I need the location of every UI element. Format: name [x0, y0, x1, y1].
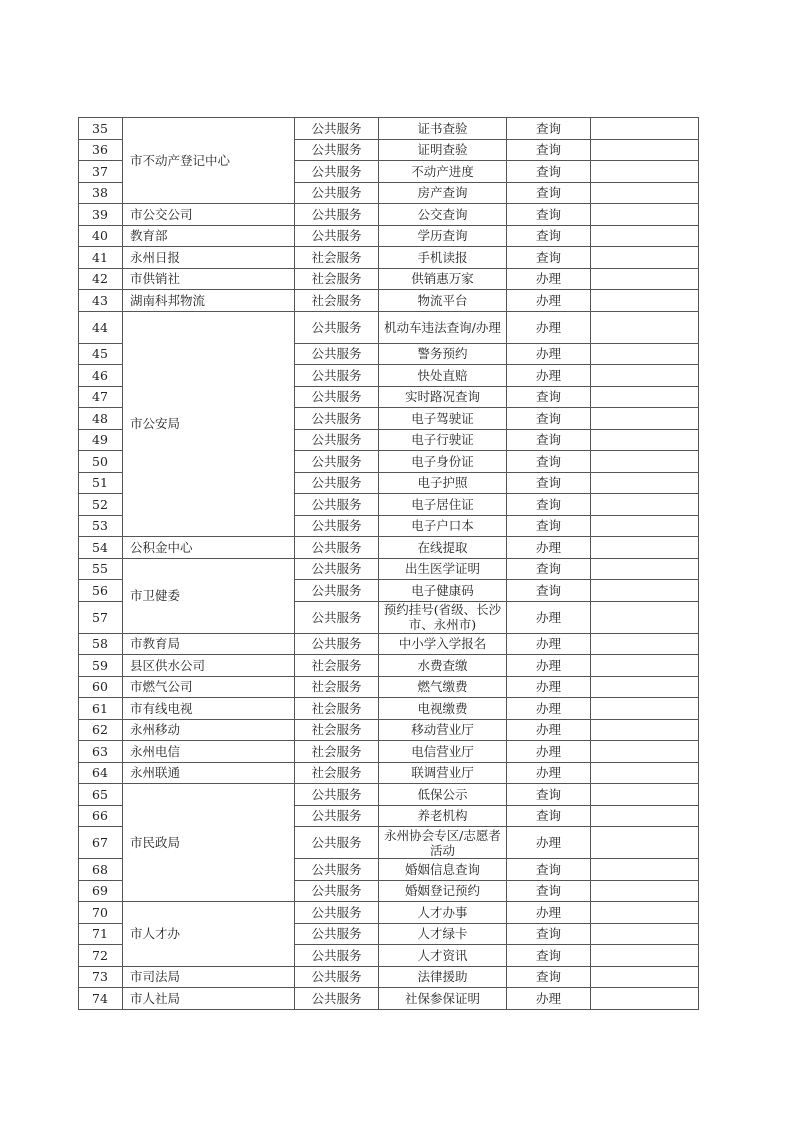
row-number-cell: 40 — [79, 225, 123, 247]
service-type-cell: 公共服务 — [295, 451, 379, 473]
service-mode-cell: 查询 — [507, 880, 591, 902]
department-cell: 永州电信 — [123, 741, 295, 763]
remark-cell — [591, 805, 699, 827]
table-row — [79, 784, 699, 806]
service-type-cell: 社会服务 — [295, 655, 379, 677]
service-type-cell: 公共服务 — [295, 118, 379, 140]
service-item-cell: 社保参保证明 — [379, 988, 507, 1010]
row-number-cell: 47 — [79, 386, 123, 408]
service-item-cell: 电子居住证 — [379, 494, 507, 516]
department-cell: 市燃气公司 — [123, 676, 295, 698]
service-type-cell: 公共服务 — [295, 580, 379, 602]
row-number-cell: 48 — [79, 408, 123, 430]
table-row — [79, 902, 699, 924]
row-number-cell: 59 — [79, 655, 123, 677]
service-mode-cell: 查询 — [507, 784, 591, 806]
remark-cell — [591, 182, 699, 204]
row-number-cell: 74 — [79, 988, 123, 1010]
service-type-cell: 公共服务 — [295, 827, 379, 859]
service-type-cell: 公共服务 — [295, 472, 379, 494]
service-item-cell: 快处直赔 — [379, 365, 507, 387]
table-row — [79, 676, 699, 698]
service-mode-cell: 查询 — [507, 515, 591, 537]
service-type-cell: 社会服务 — [295, 762, 379, 784]
table-row — [79, 118, 699, 140]
row-number-cell: 38 — [79, 182, 123, 204]
remark-cell — [591, 343, 699, 365]
department-cell: 市教育局 — [123, 633, 295, 655]
row-number-cell: 72 — [79, 945, 123, 967]
remark-cell — [591, 827, 699, 859]
remark-cell — [591, 429, 699, 451]
service-type-cell: 公共服务 — [295, 429, 379, 451]
service-type-cell: 社会服务 — [295, 741, 379, 763]
service-type-cell: 公共服务 — [295, 805, 379, 827]
row-number-cell: 73 — [79, 966, 123, 988]
table-row — [79, 225, 699, 247]
row-number-cell: 66 — [79, 805, 123, 827]
service-type-cell: 公共服务 — [295, 601, 379, 633]
remark-cell — [591, 247, 699, 269]
remark-cell — [591, 472, 699, 494]
table-row — [79, 268, 699, 290]
service-mode-cell: 查询 — [507, 805, 591, 827]
service-mode-cell: 办理 — [507, 365, 591, 387]
remark-cell — [591, 923, 699, 945]
row-number-cell: 65 — [79, 784, 123, 806]
remark-cell — [591, 601, 699, 633]
service-item-cell: 公交查询 — [379, 204, 507, 226]
service-mode-cell: 办理 — [507, 311, 591, 343]
row-number-cell: 41 — [79, 247, 123, 269]
service-item-cell: 电子身份证 — [379, 451, 507, 473]
service-item-cell: 婚姻信息查询 — [379, 859, 507, 881]
remark-cell — [591, 945, 699, 967]
remark-cell — [591, 365, 699, 387]
service-mode-cell: 办理 — [507, 827, 591, 859]
table-row — [79, 537, 699, 559]
service-mode-cell: 办理 — [507, 762, 591, 784]
service-item-cell: 电子护照 — [379, 472, 507, 494]
remark-cell — [591, 139, 699, 161]
table-row — [79, 741, 699, 763]
row-number-cell: 55 — [79, 558, 123, 580]
service-item-cell: 证明查验 — [379, 139, 507, 161]
department-cell: 公积金中心 — [123, 537, 295, 559]
remark-cell — [591, 902, 699, 924]
row-number-cell: 62 — [79, 719, 123, 741]
remark-cell — [591, 633, 699, 655]
row-number-cell: 57 — [79, 601, 123, 633]
service-type-cell: 社会服务 — [295, 247, 379, 269]
service-mode-cell: 查询 — [507, 966, 591, 988]
service-item-cell: 不动产进度 — [379, 161, 507, 183]
row-number-cell: 60 — [79, 676, 123, 698]
department-cell: 市供销社 — [123, 268, 295, 290]
service-mode-cell: 查询 — [507, 859, 591, 881]
service-mode-cell: 办理 — [507, 719, 591, 741]
service-mode-cell: 办理 — [507, 601, 591, 633]
service-item-cell: 电子健康码 — [379, 580, 507, 602]
service-type-cell: 公共服务 — [295, 311, 379, 343]
service-type-cell: 公共服务 — [295, 880, 379, 902]
table-row — [79, 311, 699, 343]
department-cell: 市人社局 — [123, 988, 295, 1010]
service-mode-cell: 办理 — [507, 698, 591, 720]
service-item-cell: 联调营业厅 — [379, 762, 507, 784]
department-cell: 永州移动 — [123, 719, 295, 741]
row-number-cell: 54 — [79, 537, 123, 559]
row-number-cell: 46 — [79, 365, 123, 387]
service-item-cell: 手机读报 — [379, 247, 507, 269]
row-number-cell: 37 — [79, 161, 123, 183]
service-item-cell: 证书查验 — [379, 118, 507, 140]
service-type-cell: 公共服务 — [295, 923, 379, 945]
department-cell: 教育部 — [123, 225, 295, 247]
service-item-cell: 房产查询 — [379, 182, 507, 204]
service-item-cell: 实时路况查询 — [379, 386, 507, 408]
service-mode-cell: 办理 — [507, 741, 591, 763]
row-number-cell: 64 — [79, 762, 123, 784]
row-number-cell: 42 — [79, 268, 123, 290]
row-number-cell: 53 — [79, 515, 123, 537]
department-cell: 县区供水公司 — [123, 655, 295, 677]
service-mode-cell: 查询 — [507, 945, 591, 967]
service-item-cell: 机动车违法查询/办理 — [379, 311, 507, 343]
service-type-cell: 公共服务 — [295, 225, 379, 247]
remark-cell — [591, 988, 699, 1010]
department-cell: 市司法局 — [123, 966, 295, 988]
service-type-cell: 公共服务 — [295, 408, 379, 430]
row-number-cell: 44 — [79, 311, 123, 343]
remark-cell — [591, 311, 699, 343]
service-mode-cell: 查询 — [507, 558, 591, 580]
table-row — [79, 988, 699, 1010]
service-mode-cell: 办理 — [507, 343, 591, 365]
service-table-body — [79, 118, 699, 1010]
service-item-cell: 人才绿卡 — [379, 923, 507, 945]
service-item-cell: 燃气缴费 — [379, 676, 507, 698]
service-item-cell: 物流平台 — [379, 290, 507, 312]
remark-cell — [591, 580, 699, 602]
remark-cell — [591, 204, 699, 226]
row-number-cell: 68 — [79, 859, 123, 881]
service-item-cell: 低保公示 — [379, 784, 507, 806]
service-item-cell: 人才资讯 — [379, 945, 507, 967]
department-cell: 市民政局 — [123, 784, 295, 902]
department-cell: 市人才办 — [123, 902, 295, 967]
service-mode-cell: 查询 — [507, 204, 591, 226]
service-mode-cell: 办理 — [507, 988, 591, 1010]
service-type-cell: 公共服务 — [295, 966, 379, 988]
service-item-cell: 永州协会专区/志愿者活动 — [379, 827, 507, 859]
table-row — [79, 290, 699, 312]
service-type-cell: 社会服务 — [295, 698, 379, 720]
row-number-cell: 58 — [79, 633, 123, 655]
service-item-cell: 电信营业厅 — [379, 741, 507, 763]
service-type-cell: 公共服务 — [295, 204, 379, 226]
remark-cell — [591, 268, 699, 290]
row-number-cell: 61 — [79, 698, 123, 720]
remark-cell — [591, 408, 699, 430]
service-type-cell: 公共服务 — [295, 386, 379, 408]
remark-cell — [591, 515, 699, 537]
service-mode-cell: 查询 — [507, 118, 591, 140]
service-mode-cell: 查询 — [507, 247, 591, 269]
department-cell: 市公安局 — [123, 311, 295, 537]
service-type-cell: 公共服务 — [295, 537, 379, 559]
row-number-cell: 67 — [79, 827, 123, 859]
service-type-cell: 公共服务 — [295, 558, 379, 580]
service-type-cell: 公共服务 — [295, 945, 379, 967]
service-mode-cell: 办理 — [507, 537, 591, 559]
row-number-cell: 51 — [79, 472, 123, 494]
service-mode-cell: 办理 — [507, 655, 591, 677]
remark-cell — [591, 537, 699, 559]
remark-cell — [591, 161, 699, 183]
row-number-cell: 35 — [79, 118, 123, 140]
row-number-cell: 39 — [79, 204, 123, 226]
row-number-cell: 69 — [79, 880, 123, 902]
service-mode-cell: 办理 — [507, 902, 591, 924]
row-number-cell: 56 — [79, 580, 123, 602]
remark-cell — [591, 494, 699, 516]
remark-cell — [591, 451, 699, 473]
row-number-cell: 36 — [79, 139, 123, 161]
service-type-cell: 公共服务 — [295, 343, 379, 365]
service-type-cell: 社会服务 — [295, 290, 379, 312]
service-type-cell: 公共服务 — [295, 365, 379, 387]
service-mode-cell: 查询 — [507, 923, 591, 945]
service-mode-cell: 查询 — [507, 580, 591, 602]
row-number-cell: 43 — [79, 290, 123, 312]
row-number-cell: 52 — [79, 494, 123, 516]
service-item-cell: 电子驾驶证 — [379, 408, 507, 430]
department-cell: 市有线电视 — [123, 698, 295, 720]
service-item-cell: 电视缴费 — [379, 698, 507, 720]
remark-cell — [591, 118, 699, 140]
remark-cell — [591, 966, 699, 988]
service-type-cell: 社会服务 — [295, 719, 379, 741]
service-item-cell: 出生医学证明 — [379, 558, 507, 580]
service-mode-cell: 查询 — [507, 182, 591, 204]
remark-cell — [591, 558, 699, 580]
remark-cell — [591, 859, 699, 881]
service-type-cell: 公共服务 — [295, 161, 379, 183]
remark-cell — [591, 698, 699, 720]
service-item-cell: 水费查缴 — [379, 655, 507, 677]
department-cell: 市不动产登记中心 — [123, 118, 295, 204]
department-cell: 湖南科邦物流 — [123, 290, 295, 312]
service-type-cell: 公共服务 — [295, 515, 379, 537]
table-row — [79, 204, 699, 226]
department-cell: 永州日报 — [123, 247, 295, 269]
service-type-cell: 公共服务 — [295, 859, 379, 881]
row-number-cell: 71 — [79, 923, 123, 945]
table-row — [79, 966, 699, 988]
remark-cell — [591, 386, 699, 408]
remark-cell — [591, 880, 699, 902]
service-type-cell: 公共服务 — [295, 988, 379, 1010]
service-item-cell: 学历查询 — [379, 225, 507, 247]
service-mode-cell: 查询 — [507, 225, 591, 247]
table-row — [79, 558, 699, 580]
remark-cell — [591, 719, 699, 741]
department-cell: 市卫健委 — [123, 558, 295, 633]
remark-cell — [591, 784, 699, 806]
service-mode-cell: 办理 — [507, 676, 591, 698]
service-item-cell: 电子行驶证 — [379, 429, 507, 451]
row-number-cell: 45 — [79, 343, 123, 365]
service-mode-cell: 查询 — [507, 139, 591, 161]
remark-cell — [591, 676, 699, 698]
service-type-cell: 公共服务 — [295, 902, 379, 924]
service-table — [78, 117, 699, 1010]
service-item-cell: 中小学入学报名 — [379, 633, 507, 655]
service-mode-cell: 查询 — [507, 472, 591, 494]
service-mode-cell: 查询 — [507, 386, 591, 408]
row-number-cell: 70 — [79, 902, 123, 924]
service-item-cell: 供销惠万家 — [379, 268, 507, 290]
table-row — [79, 655, 699, 677]
row-number-cell: 50 — [79, 451, 123, 473]
service-type-cell: 公共服务 — [295, 784, 379, 806]
service-item-cell: 预约挂号(省级、长沙市、永州市) — [379, 601, 507, 633]
remark-cell — [591, 655, 699, 677]
table-row — [79, 698, 699, 720]
service-mode-cell: 查询 — [507, 408, 591, 430]
service-mode-cell: 查询 — [507, 451, 591, 473]
table-row — [79, 762, 699, 784]
service-mode-cell: 办理 — [507, 290, 591, 312]
service-type-cell: 社会服务 — [295, 268, 379, 290]
service-type-cell: 公共服务 — [295, 139, 379, 161]
service-mode-cell: 查询 — [507, 161, 591, 183]
service-item-cell: 养老机构 — [379, 805, 507, 827]
remark-cell — [591, 762, 699, 784]
service-item-cell: 移动营业厅 — [379, 719, 507, 741]
remark-cell — [591, 290, 699, 312]
service-item-cell: 在线提取 — [379, 537, 507, 559]
remark-cell — [591, 741, 699, 763]
service-type-cell: 公共服务 — [295, 633, 379, 655]
service-item-cell: 婚姻登记预约 — [379, 880, 507, 902]
department-cell: 市公交公司 — [123, 204, 295, 226]
service-type-cell: 社会服务 — [295, 676, 379, 698]
service-item-cell: 人才办事 — [379, 902, 507, 924]
table-row — [79, 247, 699, 269]
table-row — [79, 633, 699, 655]
row-number-cell: 49 — [79, 429, 123, 451]
service-item-cell: 法律援助 — [379, 966, 507, 988]
row-number-cell: 63 — [79, 741, 123, 763]
service-mode-cell: 办理 — [507, 633, 591, 655]
table-row — [79, 719, 699, 741]
service-type-cell: 公共服务 — [295, 494, 379, 516]
service-mode-cell: 查询 — [507, 429, 591, 451]
remark-cell — [591, 225, 699, 247]
service-type-cell: 公共服务 — [295, 182, 379, 204]
department-cell: 永州联通 — [123, 762, 295, 784]
service-mode-cell: 办理 — [507, 268, 591, 290]
service-item-cell: 电子户口本 — [379, 515, 507, 537]
service-mode-cell: 查询 — [507, 494, 591, 516]
service-item-cell: 警务预约 — [379, 343, 507, 365]
